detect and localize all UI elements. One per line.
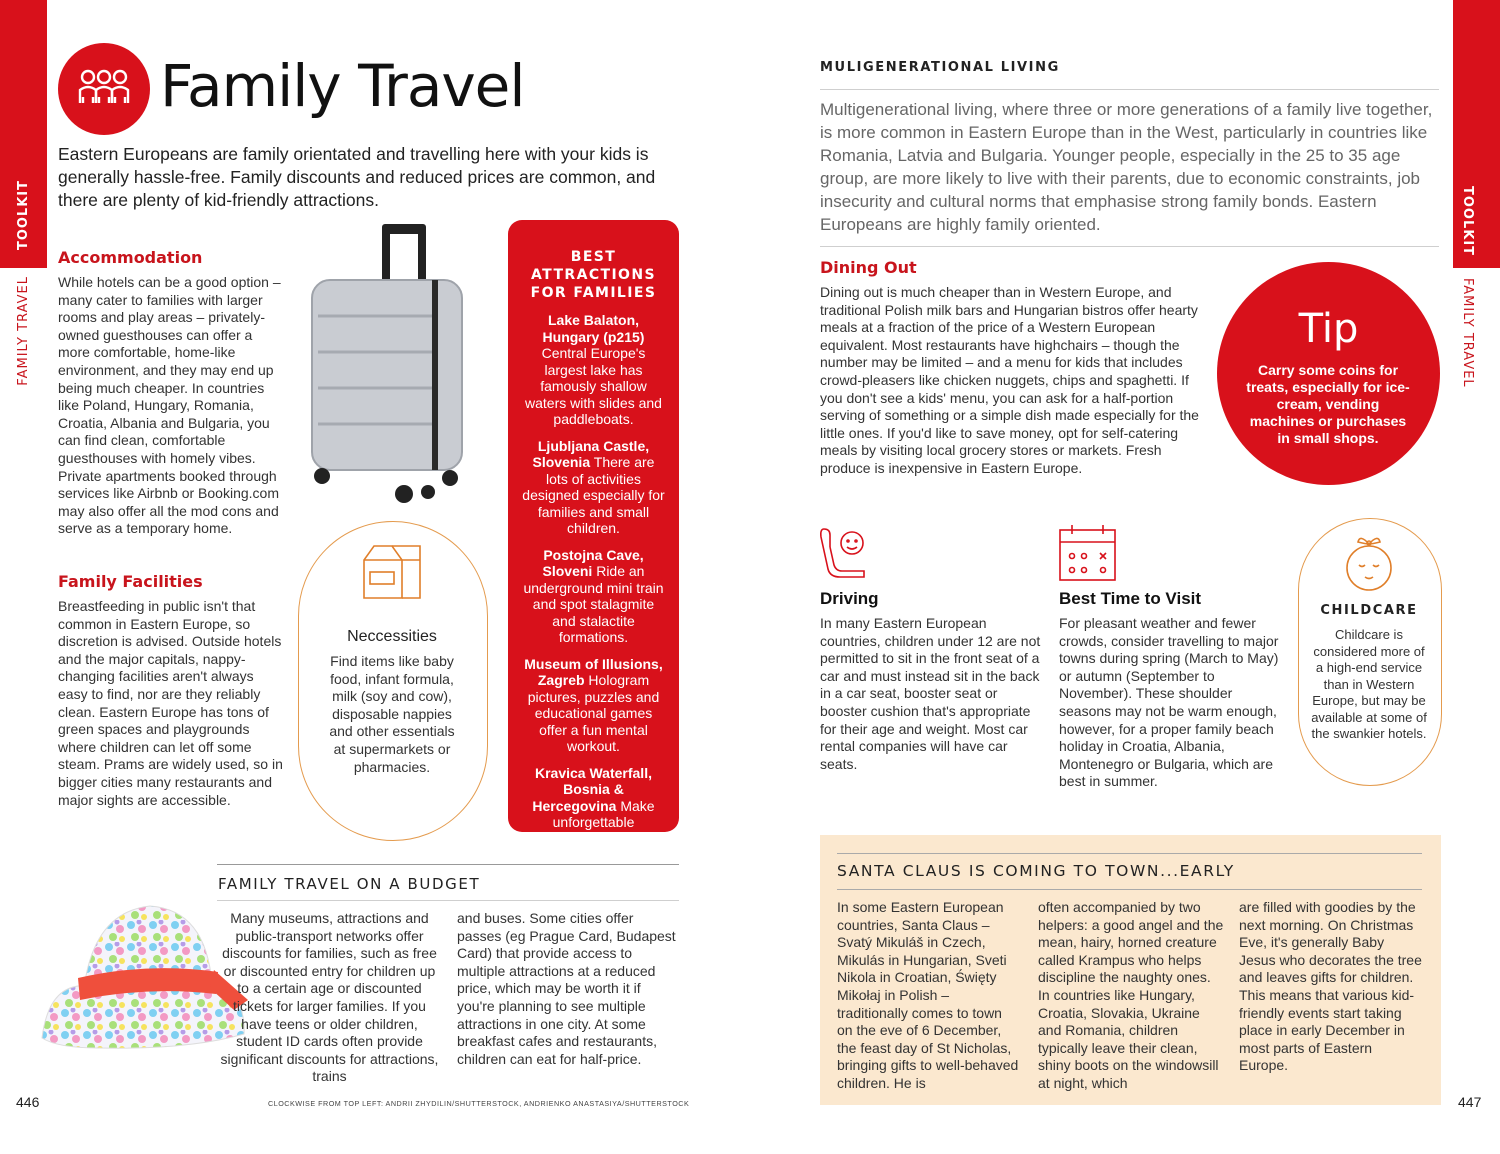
santa-col3: are filled with goodies by the next morning. On Christmas Eve, it's generally Baby Jesus who decorates the tree and leaves gifts for children. This means that various kid-friendly events start taking place in early December in most parts of Eastern Europe. [1239,899,1422,1074]
photo-credits: CLOCKWISE FROM TOP LEFT: ANDRII ZHYDILIN/SHUTTERSTOCK, ANDRIENKO ANASTASIYA/SHUTTERSTOCK [268,1099,690,1108]
budget-col2: and buses. Some cities offer passes (eg Prague Card, Budapest Card) that provide access to multiple attractions at a reduced price, which may be worth it if you're planning to see multiple attractions in one city. At some breakfast cafes and restaurants, children can eat for half-price. [457,910,676,1067]
attraction-description: Ride an underground mini train and spot stalagmite and stalactite formations. [523,563,664,645]
calendar-icon [1058,524,1118,582]
right-side-section-label: FAMILY TRAVEL [1460,278,1475,388]
dining-text: Dining out is much cheaper than in Western Europe, and traditional Polish milk bars and Hungarian bistros offer hearty meals at a fraction of the price of a Western European equivalent. Most restaurants have highchairs – though the number may be limited – and a menu for kids that includes crowd-pleasers like chicken nuggets, chips and spaghetti. If you don't see a kids' menu, you can ask for a half-portion serving of something or a simple dish made especially for the little ones. If you'd like to save money, opt for self-catering meals by visiting local grocery stores or markets. Fresh produce is inexpensive in Eastern Europe. [820,284,1199,476]
attraction-item [520,765,667,864]
childcare-heading: CHILDCARE [1320,603,1418,618]
left-side-section-label: FAMILY TRAVEL [16,276,31,386]
left-side-tab-label: TOOLKIT [16,180,31,251]
suitcase-image [300,222,470,507]
santa-heading: SANTA CLAUS IS COMING TO TOWN...EARLY [837,862,1235,880]
milk-carton-icon [362,540,422,602]
tip-title: Tip [1298,306,1359,352]
left-page-number: 446 [16,1094,40,1110]
facilities-heading: Family Facilities [58,572,203,591]
family-icon [58,43,150,135]
santa-col2: often accompanied by two helpers: a good angel and the mean, hairy, horned creature called Krampus who helps discipline the naughty ones. In countries like Hungary, Croatia, Slovakia, Ukraine and Romania, children typically leave their clean, shiny boots on the windowsill at night, which [1038,899,1224,1091]
attraction-name: Ljubljana Castle, Slovenia [532,437,650,470]
driving-text: In many Eastern European countries, children under 12 are not permitted to sit in the front seat of a car and must instead sit in the back in a car seat, booster seat or booster cushion that's appropriate for their age and weight. Most car rental companies will have car seats. [820,615,1041,772]
facilities-text: Breastfeeding in public isn't that common in Eastern Europe, so discretion is advised. Outside hotels and the major capitals, nappy-changing facilities aren't always easy to find, nor are they reliably clean. Eastern Europe has tons of green spaces and playgrounds where children can let off some steam. Prams are widely used, so in bigger cities many restaurants and major sights are accessible. [58,598,283,808]
best-attractions-list [508,312,679,864]
multigen-heading: MULIGENERATIONAL LIVING [820,60,1060,75]
necessities-text: Find items like baby food, infant formula, milk (soy and cow), disposable nappies and other essentials at supermarkets or pharmacies. [329,653,455,775]
dining-heading: Dining Out [820,258,917,277]
attraction-name: Lake Balaton, Hungary (p215) [542,312,645,345]
best-attractions-heading: BEST ATTRACTIONS FOR FAMILIES [530,249,657,301]
attraction-name: Postojna Cave, Sloveni [542,546,644,579]
attraction-item [520,438,667,537]
budget-rule [217,864,679,865]
right-side-tab-label: TOOLKIT [1460,186,1475,257]
right-page-number: 447 [1458,1094,1482,1110]
best-time-text: For pleasant weather and fewer crowds, consider travelling to major towns during spring (March to May) or autumn (September to November). These shoulder seasons may not be warm enough, however, for a proper family beach holiday in Croatia, Albania, Montenegro or Bulgaria, which are best in summer. [1059,615,1279,790]
budget-rule-bottom [217,900,679,901]
santa-col1: In some Eastern European countries, Santa Claus – Svatý Mikuláš in Czech, Mikulás in Hungarian, Sveti Nikola in Croatian, Święty Mikołaj in Polish – traditionally comes to town on the eve of 6 December, the feast day of St Nicholas, bringing gifts to well-behaved children. He is [837,899,1019,1091]
budget-heading: FAMILY TRAVEL ON A BUDGET [218,875,481,893]
budget-col1: Many museums, attractions and public-transport networks offer discounts for families, such as free or discounted entry for children up to a certain age or discounted tickets for larger families. If you have teens or older children, student ID cards often provide significant discounts for attractions, trains [220,910,439,1085]
multigen-rule-bottom [820,246,1439,247]
driving-heading: Driving [820,589,879,608]
multigen-rule-top [820,89,1439,90]
best-attractions-box [508,220,679,863]
attraction-item [520,656,667,755]
page-title: Family Travel [160,52,525,120]
best-time-heading: Best Time to Visit [1059,589,1202,608]
attraction-name: Museum of Illusions, Zagreb [524,655,663,688]
santa-rule-top [837,853,1422,854]
attraction-description: Central Europe's largest lake has famously shallow waters with slides and paddleboats. [525,345,662,427]
attraction-description: Make unforgettable memories of swimming beneath a waterfall. [521,797,666,863]
accommodation-text: While hotels can be a good option – many cater to families with larger rooms and play areas – privately-owned guesthouses can offer a more comfortable, home-like environment, and they may end up being much cheaper. In countries like Poland, Hungary, Romania, Croatia, Albania and Bulgaria, you can find clean, comfortable guesthouses with homely vibes. Private apartments booked through services like Airbnb or Booking.com may also offer all the mod cons and serve as a temporary home. [58,274,281,537]
necessities-heading: Neccessities [347,628,437,645]
attraction-description: There are lots of activities designed especially for families and small children. [522,454,665,536]
santa-rule-bottom [837,889,1422,890]
childcare-text: Childcare is considered more of a high-end service than in Western Europe, but may be available at some of the swankier hotels. [1311,627,1427,741]
title-icon-circle [58,43,150,135]
multigen-text: Multigenerational living, where three or more generations of a family live together, is more common in Eastern Europe than in the West, particularly in countries like Romania, Latvia and Bulgaria. Younger people, especially in the 25 to 35 age group, are more likely to live with their parents, due to economic constraints, job insecurity and cultural norms that emphasise strong family bonds. Eastern Europeans are highly family oriented. [820,100,1433,234]
tip-text: Carry some coins for treats, especially for ice-cream, vending machines or purchases in small shops. [1246,362,1410,446]
attraction-description: Hologram pictures, puzzles and educational games offer a fun mental workout. [527,672,660,754]
baby-face-icon [1338,532,1400,594]
attraction-item [520,312,667,428]
intro-text: Eastern Europeans are family orientated and travelling here with your kids is generally hassle-free. Family discounts and reduced prices are common, and there are plenty of kid-friendly attractions. [58,144,656,210]
accommodation-heading: Accommodation [58,248,203,267]
child-car-seat-icon [818,525,870,581]
attraction-name: Kravica Waterfall, Bosnia & Hercegovina [532,764,652,814]
attraction-item [520,547,667,646]
